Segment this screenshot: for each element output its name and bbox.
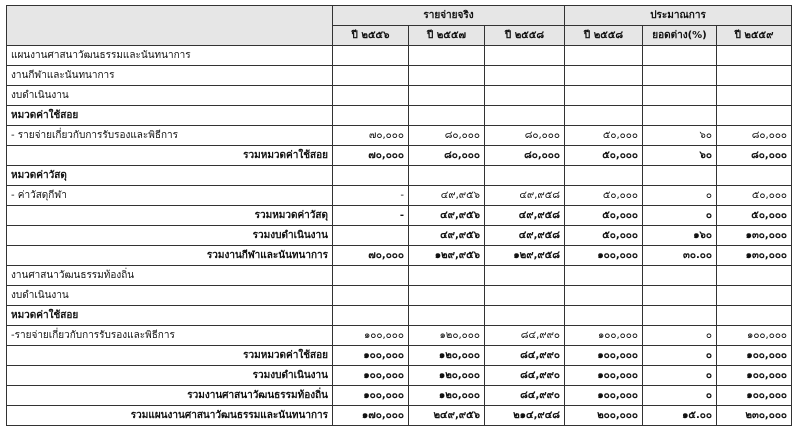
- value-cell: ๔๙,๙๕๘: [485, 206, 565, 226]
- value-cell: [485, 266, 565, 286]
- table-row: [7, 206, 792, 226]
- value-cell: ๒๐๐,๐๐๐: [565, 406, 643, 426]
- row-label: รวมงบดำเนินงาน: [7, 366, 333, 386]
- value-cell: [643, 106, 717, 126]
- table-row: [7, 106, 792, 126]
- value-cell: [333, 46, 409, 66]
- table-row: [7, 386, 792, 406]
- row-label: - รายจ่ายเกี่ยวกับการรับรองและพิธีการ: [7, 126, 333, 146]
- value-cell: [485, 46, 565, 66]
- value-cell: [485, 166, 565, 186]
- table-row: [7, 186, 792, 206]
- row-label: รวมงบดำเนินงาน: [7, 226, 333, 246]
- value-cell: [643, 266, 717, 286]
- row-label: รวมงานศาสนาวัฒนธรรมท้องถิ่น: [7, 386, 333, 406]
- table-row: [7, 366, 792, 386]
- value-cell: ๗๐,๐๐๐: [333, 246, 409, 266]
- value-cell: ๖๐: [643, 146, 717, 166]
- value-cell: ๑๒๙,๙๕๘: [485, 246, 565, 266]
- col-header: ปี ๒๕๕๙: [717, 26, 792, 46]
- header-group-row: [7, 6, 792, 26]
- value-cell: [485, 306, 565, 326]
- value-cell: ๑๒๐,๐๐๐: [409, 386, 485, 406]
- value-cell: ๔๙,๙๕๖: [409, 186, 485, 206]
- col-header: ปี ๒๕๕๘: [565, 26, 643, 46]
- value-cell: [565, 66, 643, 86]
- value-cell: ๑๐๐,๐๐๐: [565, 386, 643, 406]
- value-cell: [409, 166, 485, 186]
- value-cell: ๐: [643, 186, 717, 206]
- value-cell: ๐: [643, 366, 717, 386]
- value-cell: ๐: [643, 346, 717, 366]
- value-cell: [409, 66, 485, 86]
- value-cell: ๐: [643, 206, 717, 226]
- value-cell: ๕๐,๐๐๐: [565, 126, 643, 146]
- value-cell: [409, 106, 485, 126]
- header-estimate-group: ประมาณการ: [565, 6, 792, 26]
- value-cell: [717, 66, 792, 86]
- value-cell: ๕๐,๐๐๐: [565, 146, 643, 166]
- value-cell: ๓๐.๐๐: [643, 246, 717, 266]
- table-row: [7, 66, 792, 86]
- value-cell: [717, 306, 792, 326]
- table-row: [7, 126, 792, 146]
- value-cell: ๒๑๔,๙๔๘: [485, 406, 565, 426]
- value-cell: ๐: [643, 326, 717, 346]
- value-cell: [565, 166, 643, 186]
- table-row: [7, 166, 792, 186]
- value-cell: [565, 286, 643, 306]
- table-row: [7, 146, 792, 166]
- value-cell: [333, 306, 409, 326]
- value-cell: ๐: [643, 386, 717, 406]
- value-cell: [485, 286, 565, 306]
- value-cell: [485, 106, 565, 126]
- value-cell: ๘๐,๐๐๐: [717, 146, 792, 166]
- row-label: งานศาสนาวัฒนธรรมท้องถิ่น: [7, 266, 333, 286]
- value-cell: [717, 106, 792, 126]
- value-cell: [565, 306, 643, 326]
- value-cell: ๑๐๐,๐๐๐: [333, 326, 409, 346]
- col-header: ยอดต่าง(%): [643, 26, 717, 46]
- row-label: งบดำเนินงาน: [7, 86, 333, 106]
- value-cell: ๘๐,๐๐๐: [485, 146, 565, 166]
- value-cell: ๘๐,๐๐๐: [409, 126, 485, 146]
- value-cell: [643, 86, 717, 106]
- value-cell: [565, 86, 643, 106]
- table-row: [7, 286, 792, 306]
- budget-table-body: [7, 46, 792, 426]
- value-cell: ๑๓๐,๐๐๐: [717, 246, 792, 266]
- value-cell: ๒๓๐,๐๐๐: [717, 406, 792, 426]
- value-cell: ๑๐๐,๐๐๐: [565, 246, 643, 266]
- value-cell: ๑๐๐,๐๐๐: [565, 326, 643, 346]
- value-cell: ๑๐๐,๐๐๐: [565, 366, 643, 386]
- value-cell: [409, 86, 485, 106]
- col-header: ปี ๒๕๕๖: [333, 26, 409, 46]
- value-cell: ๑๐๐,๐๐๐: [333, 346, 409, 366]
- value-cell: [717, 86, 792, 106]
- value-cell: [643, 306, 717, 326]
- value-cell: [565, 266, 643, 286]
- value-cell: [333, 266, 409, 286]
- table-row: [7, 346, 792, 366]
- row-label: -รายจ่ายเกี่ยวกับการรับรองและพิธีการ: [7, 326, 333, 346]
- value-cell: [409, 286, 485, 306]
- value-cell: ๒๔๙,๙๕๖: [409, 406, 485, 426]
- value-cell: [333, 286, 409, 306]
- value-cell: ๑๐๐,๐๐๐: [565, 346, 643, 366]
- row-label: รวมหมวดค่าใช้สอย: [7, 146, 333, 166]
- row-label: รวมงานกีฬาและนันทนาการ: [7, 246, 333, 266]
- row-label: รวมแผนงานศาสนาวัฒนธรรมและนันทนาการ: [7, 406, 333, 426]
- col-header: ปี ๒๕๕๗: [409, 26, 485, 46]
- value-cell: [643, 286, 717, 306]
- value-cell: [643, 66, 717, 86]
- value-cell: ๑๒๐,๐๐๐: [409, 326, 485, 346]
- value-cell: ๘๐,๐๐๐: [485, 126, 565, 146]
- value-cell: ๑๒๙,๙๕๖: [409, 246, 485, 266]
- value-cell: ๗๐,๐๐๐: [333, 146, 409, 166]
- value-cell: [643, 166, 717, 186]
- value-cell: ๘๔,๙๙๐: [485, 386, 565, 406]
- value-cell: ๘๐,๐๐๐: [717, 126, 792, 146]
- value-cell: ๑๖๐: [643, 226, 717, 246]
- value-cell: [333, 166, 409, 186]
- value-cell: -: [333, 186, 409, 206]
- table-row: [7, 246, 792, 266]
- value-cell: ๑๓๐,๐๐๐: [717, 226, 792, 246]
- value-cell: [717, 46, 792, 66]
- value-cell: ๑๐๐,๐๐๐: [717, 366, 792, 386]
- value-cell: [333, 66, 409, 86]
- row-label: หมวดค่าใช้สอย: [7, 306, 333, 326]
- row-label: หมวดค่าวัสดุ: [7, 166, 333, 186]
- value-cell: ๘๐,๐๐๐: [409, 146, 485, 166]
- value-cell: [333, 226, 409, 246]
- value-cell: ๑๕.๐๐: [643, 406, 717, 426]
- row-label: รวมหมวดค่าใช้สอย: [7, 346, 333, 366]
- header-actual-group: รายจ่ายจริง: [333, 6, 565, 26]
- value-cell: ๑๐๐,๐๐๐: [717, 346, 792, 366]
- value-cell: ๑๒๐,๐๐๐: [409, 366, 485, 386]
- row-label: หมวดค่าใช้สอย: [7, 106, 333, 126]
- table-row: [7, 226, 792, 246]
- value-cell: -: [333, 206, 409, 226]
- value-cell: [717, 286, 792, 306]
- value-cell: ๑๐๐,๐๐๐: [333, 386, 409, 406]
- value-cell: [409, 306, 485, 326]
- value-cell: ๕๐,๐๐๐: [717, 206, 792, 226]
- table-row: [7, 406, 792, 426]
- value-cell: [565, 46, 643, 66]
- value-cell: [565, 106, 643, 126]
- value-cell: ๘๔,๙๙๐: [485, 366, 565, 386]
- value-cell: ๗๐,๐๐๐: [333, 126, 409, 146]
- row-label: งบดำเนินงาน: [7, 286, 333, 306]
- value-cell: ๔๙,๙๕๖: [409, 226, 485, 246]
- table-row: [7, 326, 792, 346]
- value-cell: ๕๐,๐๐๐: [717, 186, 792, 206]
- value-cell: ๑๐๐,๐๐๐: [717, 386, 792, 406]
- row-label: แผนงานศาสนาวัฒนธรรมและนันทนาการ: [7, 46, 333, 66]
- value-cell: ๔๙,๙๕๘: [485, 186, 565, 206]
- value-cell: ๑๗๐,๐๐๐: [333, 406, 409, 426]
- row-label: งานกีฬาและนันทนาการ: [7, 66, 333, 86]
- table-row: [7, 86, 792, 106]
- value-cell: [485, 86, 565, 106]
- header-corner: [7, 6, 333, 46]
- table-row: [7, 306, 792, 326]
- value-cell: ๕๐,๐๐๐: [565, 206, 643, 226]
- budget-table: [6, 5, 792, 426]
- value-cell: ๕๐,๐๐๐: [565, 226, 643, 246]
- value-cell: [717, 166, 792, 186]
- value-cell: [333, 106, 409, 126]
- value-cell: ๑๐๐,๐๐๐: [717, 326, 792, 346]
- table-row: [7, 46, 792, 66]
- row-label: - ค่าวัสดุกีฬา: [7, 186, 333, 206]
- col-header: ปี ๒๕๕๘: [485, 26, 565, 46]
- value-cell: ๑๒๐,๐๐๐: [409, 346, 485, 366]
- value-cell: ๔๙,๙๕๘: [485, 226, 565, 246]
- value-cell: [409, 266, 485, 286]
- value-cell: [717, 266, 792, 286]
- value-cell: [409, 46, 485, 66]
- value-cell: [333, 86, 409, 106]
- value-cell: ๘๔,๙๙๐: [485, 346, 565, 366]
- table-row: [7, 266, 792, 286]
- value-cell: ๔๙,๙๕๖: [409, 206, 485, 226]
- value-cell: [485, 66, 565, 86]
- value-cell: ๘๔,๙๙๐: [485, 326, 565, 346]
- value-cell: ๑๐๐,๐๐๐: [333, 366, 409, 386]
- value-cell: ๕๐,๐๐๐: [565, 186, 643, 206]
- value-cell: [643, 46, 717, 66]
- value-cell: ๖๐: [643, 126, 717, 146]
- row-label: รวมหมวดค่าวัสดุ: [7, 206, 333, 226]
